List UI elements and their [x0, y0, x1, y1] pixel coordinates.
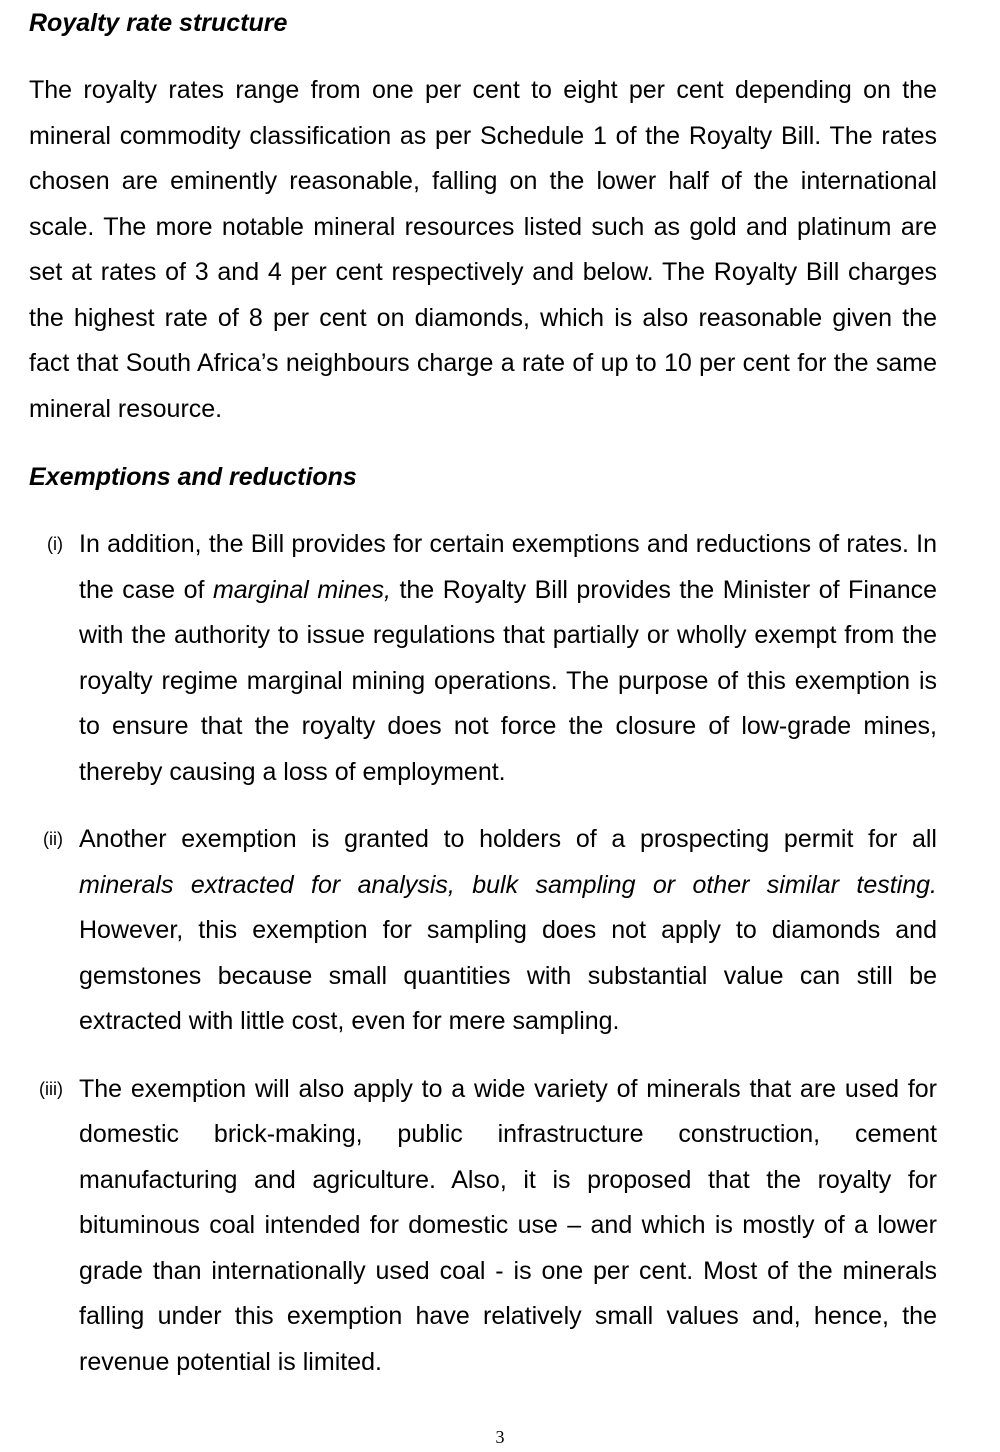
list-item-iii [29, 1067, 937, 1386]
document-page [29, 0, 937, 1385]
royalty-rate-paragraph: The royalty rates range from one per cent to eight per cent depending on the mineral commodity classification as per Schedule 1 of the Royalty Bill. The rates chosen are eminently reasonable, falling on the lower half of the international scale. The more notable mineral resources listed such as gold and platinum are set at rates of 3 and 4 per cent respectively and below. The Royalty Bill charges the highest rate of 8 per cent on diamonds, which is also reasonable given the fact that South Africa’s neighbours charge a rate of up to 10 per cent for the same mineral resource. [29, 76, 937, 423]
list-item-text: The exemption will also apply to a wide variety of minerals that are used for domestic brick-making, public infrastructure construction, cement manufacturing and agriculture. Also, it is proposed that the royalty for bituminous coal intended for domestic use – and which is mostly of a lower grade than internationally used coal - is one per cent. Most of the minerals falling under this exemption have relatively small values and, hence, the revenue potential is limited. [79, 1074, 937, 1376]
section-heading-royalty-rate-structure: Royalty rate structure [29, 9, 288, 37]
page-number: 3 [495, 1427, 505, 1447]
section-heading-exemptions-and-reductions: Exemptions and reductions [29, 463, 357, 491]
list-item-number: (i) [47, 534, 63, 554]
list-item-text: Another exemption is granted to holders of a prospecting permit for all minerals extracted for analysis, bulk sampling or other similar testing. However, this exemption for sampling does not apply to diamonds and gemstones because small quantities with substantial value can still be extracted with little cost, even for mere sampling. [79, 825, 937, 1035]
list-item-i [29, 522, 937, 795]
italic-phrase: marginal mines, [212, 575, 391, 604]
list-item-number: (iii) [39, 1078, 63, 1099]
list-item-number: (ii) [43, 829, 63, 849]
italic-phrase: minerals extracted for analysis, bulk sampling or other similar testing. [79, 870, 937, 899]
list-item-ii [29, 817, 937, 1045]
list-item-text: In addition, the Bill provides for certain exemptions and reductions of rates. In the case of marginal mines, the Royalty Bill provides the Minister of Finance with the authority to issue regulations that partially or wholly exempt from the royalty regime marginal mining operations. The purpose of this exemption is to ensure that the royalty does not force the closure of low-grade mines, thereby causing a loss of employment. [79, 530, 938, 786]
